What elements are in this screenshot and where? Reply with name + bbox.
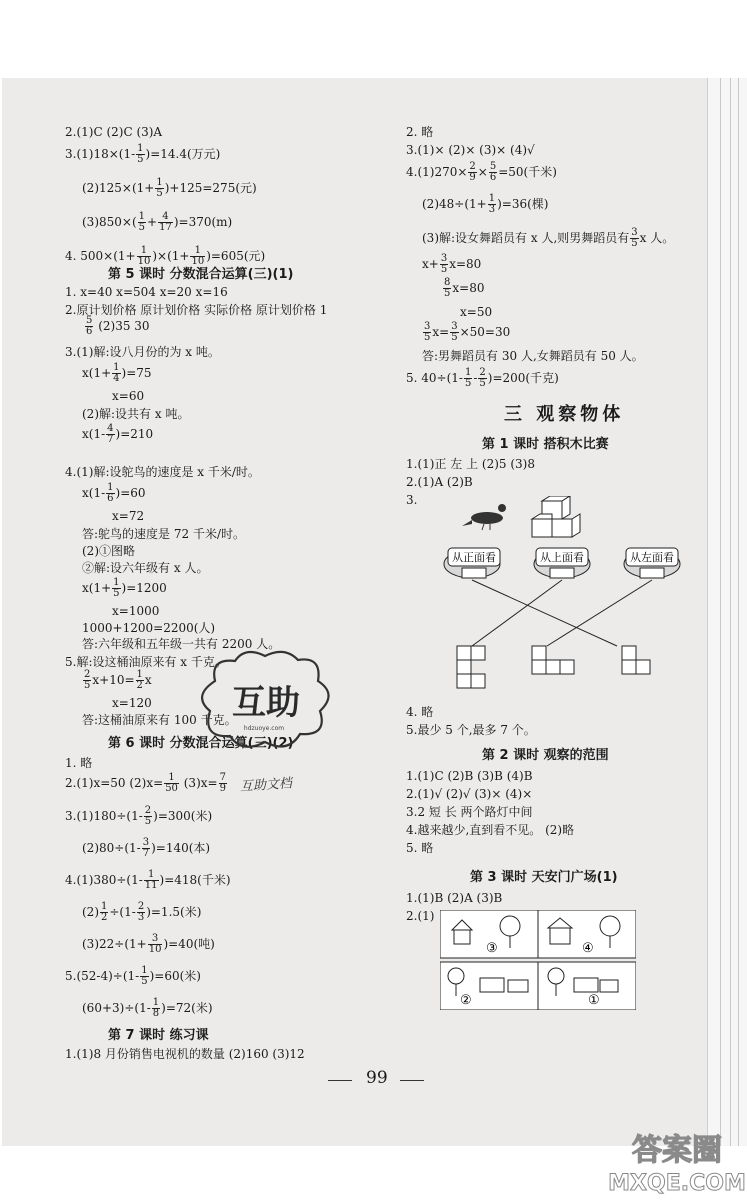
page-number: 99 <box>366 1068 388 1088</box>
building-icon <box>480 978 528 992</box>
answer-line: 答:男舞蹈员有 30 人,女舞蹈员有 50 人。 <box>422 349 644 363</box>
answer-line: (2)①图略 <box>82 544 135 558</box>
edge-line <box>720 78 721 1146</box>
answer-line: 4.(1)270× $\frac{2}{9}$ × $\frac{5}{6}$ =50(千米) <box>406 161 557 183</box>
text: (2) <box>82 905 99 919</box>
answer-line: x=60 <box>112 389 145 403</box>
text: (3)850× <box>82 215 132 229</box>
answer-line: (2)80÷(1- $\frac{3}{7}$ )=140(本) <box>82 837 211 859</box>
answer-line: x(1+ $\frac{1}{5}$ )=1200 <box>82 577 167 599</box>
text: =210 <box>120 427 154 441</box>
answer-line: 5. 40÷(1- $\frac{1}{5}$ - $\frac{2}{5}$ )=200(千克) <box>406 367 559 389</box>
fraction: $\frac{7}{9}$ <box>219 772 226 794</box>
fraction: $\frac{3}{5}$ <box>631 227 638 249</box>
answer-line: x(1- $\frac{1}{6}$ )=60 <box>82 482 146 504</box>
view-shape-c <box>622 646 650 674</box>
text: x <box>82 581 89 595</box>
text: ×50=30 <box>459 325 511 339</box>
match-line <box>472 580 617 646</box>
stamp-url: hdzuoye.com <box>243 725 285 732</box>
fraction: $\frac{3}{7}$ <box>142 837 150 859</box>
text: x= <box>432 325 450 339</box>
answer-line: 1.(1)正 左 上 (2)5 (3)8 <box>406 457 535 471</box>
lesson-heading: 第 5 课时 分数混合运算(三)(1) <box>108 267 294 282</box>
text: 5. 40÷ <box>406 371 447 385</box>
view-shape-a <box>457 646 485 688</box>
edge-line <box>730 78 731 1146</box>
fraction: $\frac{3}{10}$ <box>148 933 162 955</box>
scanned-page <box>2 78 707 1146</box>
text: x <box>82 366 89 380</box>
answer-line: 5. 略 <box>406 841 434 855</box>
view-sign-left <box>624 548 680 578</box>
fraction: $\frac{1}{10}$ <box>191 245 205 267</box>
answer-line: 4.越来越少,直到看不见。 (2)略 <box>406 823 575 837</box>
fraction: $\frac{1}{5}$ <box>464 367 472 389</box>
answer-line: 2.(1)√ (2)√ (3)× (4)× <box>406 787 533 801</box>
fraction: $\frac{1}{2}$ <box>136 669 143 691</box>
text: x+ <box>422 257 439 271</box>
answer-line <box>422 228 674 249</box>
answer-line: 1.(1)C (2)B (3)B (4)B <box>406 769 533 783</box>
text: x+10= <box>92 673 135 687</box>
fraction: $\frac{3}{5}$ <box>424 321 431 343</box>
answer-line: 答:这桶油原来有 100 千克。 <box>82 713 237 727</box>
answer-line: 4.(1)解:设鸵鸟的速度是 x 千米/时。 <box>65 465 260 479</box>
answer-line: x=120 <box>112 696 152 710</box>
text: 4.(1)270× <box>406 165 468 179</box>
text: (2)48÷ <box>422 197 465 211</box>
view-label: 从左面看 <box>630 551 674 564</box>
text: =1200 <box>126 581 167 595</box>
text: =418(千米) <box>164 873 231 887</box>
view-matching-diagram <box>432 496 712 696</box>
text: =36(棵) <box>501 197 549 211</box>
answer-line: x=50 <box>460 305 493 319</box>
match-line <box>472 580 562 646</box>
fraction: $\frac{2}{5}$ <box>84 669 91 691</box>
fraction: $\frac{1}{5}$ <box>156 177 163 199</box>
answer-line: 3.(1)18×(1- $\frac{1}{5}$ )=14.4(万元) <box>65 143 221 165</box>
stamp-text: 互助 <box>232 683 300 723</box>
stamp-logo <box>190 646 340 756</box>
answer-line: 2.(1)A (2)B <box>406 475 473 489</box>
edge-line <box>738 78 739 1146</box>
text: x 人。 <box>639 231 675 245</box>
fraction: $\frac{1}{11}$ <box>144 869 158 891</box>
answer-line: x(1+ $\frac{1}{4}$ )=75 <box>82 362 152 384</box>
text: =60(米) <box>154 969 201 983</box>
circled-number: ④ <box>582 941 594 956</box>
answer-line: 1. 略 <box>65 756 93 770</box>
fraction: $\frac{2}{5}$ <box>144 805 152 827</box>
lesson-heading: 第 6 课时 分数混合运算(三)(2) <box>108 736 294 751</box>
fraction: $\frac{1}{5}$ <box>113 577 120 599</box>
fraction: $\frac{1}{5}$ <box>137 143 144 165</box>
fraction: $\frac{5}{6}$ <box>489 161 497 183</box>
view-label: 从上面看 <box>540 551 584 564</box>
pigeon-icon <box>462 504 506 530</box>
fraction: $\frac{1}{4}$ <box>113 362 120 384</box>
text: =1.5(米) <box>150 905 202 919</box>
answer-line: (2)48÷(1+ $\frac{1}{3}$ )=36(棵) <box>422 193 549 215</box>
answer-line: 4.(1)380÷(1- $\frac{1}{11}$ )=418(千米) <box>65 869 231 891</box>
view-sign-top <box>534 548 590 578</box>
text: =300(米) <box>157 809 213 823</box>
text: x=80 <box>449 257 482 271</box>
answer-line: (2) $\frac{1}{2}$ ÷(1- $\frac{2}{3}$ )=1.5(米) <box>82 901 202 923</box>
view-shape-b <box>532 646 574 674</box>
circled-number: ③ <box>486 941 498 956</box>
fraction: $\frac{4}{7}$ <box>107 423 114 445</box>
fraction: $\frac{1}{5}$ <box>141 965 148 987</box>
text: =200(千克) <box>492 371 559 385</box>
fraction: $\frac{2}{9}$ <box>469 161 476 183</box>
text: =75 <box>126 366 152 380</box>
lesson-heading: 第 2 课时 观察的范围 <box>482 748 609 763</box>
answer-line <box>65 773 228 794</box>
answer-line: 3.2 短 长 两个路灯中间 <box>406 805 533 819</box>
watermark-url: MXQE.COM <box>608 1171 746 1196</box>
text: x=80 <box>452 281 485 295</box>
text: x <box>144 673 152 687</box>
text: 4. 500× <box>65 249 114 263</box>
fraction: $\frac{2}{3}$ <box>137 901 145 923</box>
text: =605(元) <box>210 249 266 263</box>
answer-line <box>442 278 484 299</box>
watermark-logo <box>607 1120 747 1200</box>
fraction: $\frac{1}{2}$ <box>101 901 108 923</box>
answer-line: 3.(1)解:设八月份的为 x 吨。 <box>65 345 220 359</box>
answer-line: ②解:设六年级有 x 人。 <box>82 561 209 575</box>
fraction: $\frac{8}{5}$ <box>444 277 451 299</box>
answer-line: 3. <box>406 493 418 507</box>
text: (3)22÷ <box>82 937 125 951</box>
answer-line: (3)22÷(1+ $\frac{3}{10}$ )=40(吨) <box>82 933 215 955</box>
fraction: $\frac{2}{5}$ <box>479 367 486 389</box>
building-icon <box>574 978 618 992</box>
answer-line: 答:鸵鸟的速度是 72 千米/时。 <box>82 527 245 541</box>
answer-line: (2)解:设共有 x 吨。 <box>82 407 190 421</box>
answer-line: 1000+1200=2200(人) <box>82 621 216 635</box>
fraction: $\frac{1}{3}$ <box>488 193 496 215</box>
text: (2)35 30 <box>98 319 150 333</box>
answer-line: 4. 略 <box>406 705 434 719</box>
answer-line <box>422 254 481 275</box>
fraction: $\frac{5}{6}$ <box>86 315 93 337</box>
answer-line: 1.(1)B (2)A (3)B <box>406 891 503 905</box>
page-number-dash <box>400 1080 424 1081</box>
fraction: $\frac{1}{6}$ <box>107 482 114 504</box>
answer-line: x(1- $\frac{4}{7}$ )=210 <box>82 423 154 445</box>
fraction: $\frac{3}{5}$ <box>440 253 448 275</box>
fraction: $\frac{1}{10}$ <box>137 245 151 267</box>
answer-line: 2.(1)C (2)C (3)A <box>65 125 163 139</box>
answer-line: 5.(52-4)÷(1- $\frac{1}{5}$ )=60(米) <box>65 965 201 987</box>
text: x <box>82 427 89 441</box>
answer-line: 答:六年级和五年级一共有 2200 人。 <box>82 637 281 651</box>
text: (2)80÷ <box>82 841 125 855</box>
answer-line: x=72 <box>112 509 145 523</box>
answer-line: 3.(1)× (2)× (3)× (4)√ <box>406 143 535 157</box>
text: (2)125× <box>82 181 132 195</box>
text: 4.(1)380÷ <box>65 873 127 887</box>
chapter-title: 三 观察物体 <box>504 404 625 425</box>
answer-line: x=1000 <box>112 604 160 618</box>
text: (3)解:设女舞蹈员有 x 人,则男舞蹈员有 <box>422 231 630 245</box>
text: =50(千米) <box>498 165 557 179</box>
fraction: $\frac{1}{50}$ <box>165 772 178 794</box>
text: =370(m) <box>178 215 233 229</box>
lesson-heading: 第 3 课时 天安门广场(1) <box>470 870 618 885</box>
answer-line: 2.(1) <box>406 909 435 923</box>
answer-line: 5.解:设这桶油原来有 x 千克。 <box>65 655 227 669</box>
fraction: $\frac{3}{5}$ <box>451 321 458 343</box>
text: 5.(52-4)÷ <box>65 969 123 983</box>
fraction: $\frac{1}{8}$ <box>152 997 160 1019</box>
match-line <box>547 580 652 646</box>
text: +125=275(元) <box>169 181 257 195</box>
text: =14.4(万元) <box>150 147 221 161</box>
answer-line <box>422 322 510 343</box>
answer-line: (3)850×( $\frac{1}{5}$ + $\frac{4}{17}$ )=370(m) <box>82 211 233 233</box>
fraction: $\frac{4}{17}$ <box>159 211 172 233</box>
text: (3)x= <box>183 776 218 790</box>
answer-line: 1. x=40 x=504 x=20 x=16 <box>65 285 228 299</box>
text: 2.(1)x=50 (2)x= <box>65 776 164 790</box>
text: 3.(1)18× <box>65 147 119 161</box>
book-binding-edge <box>707 78 747 1146</box>
answer-line <box>84 316 150 337</box>
view-label: 从正面看 <box>452 551 496 564</box>
answer-line: 2. 略 <box>406 125 434 139</box>
fraction: $\frac{1}{5}$ <box>138 211 146 233</box>
watermark-text: 答案圈 <box>632 1133 722 1168</box>
lesson-heading: 第 1 课时 搭积木比赛 <box>482 437 609 452</box>
answer-line: (2)125×(1+ $\frac{1}{5}$ )+125=275(元) <box>82 177 257 199</box>
answer-line: 5.最少 5 个,最多 7 个。 <box>406 723 536 737</box>
cube-stack-icon <box>532 496 580 537</box>
text: =72(米) <box>165 1001 213 1015</box>
lesson-heading: 第 7 课时 练习课 <box>108 1028 209 1043</box>
text: x <box>82 486 89 500</box>
text: =40(吨) <box>168 937 215 951</box>
text: 3.(1)180÷ <box>65 809 127 823</box>
answer-line: 4. 500×(1+ $\frac{1}{10}$ )×(1+ $\frac{1}{10}$ )=605(元) <box>65 245 266 267</box>
text: =60 <box>120 486 146 500</box>
answer-line: (60+3)÷(1- $\frac{1}{8}$ )=72(米) <box>82 997 213 1019</box>
answer-line <box>82 670 152 691</box>
answer-line: 2.原计划价格 原计划价格 实际价格 原计划价格 1 <box>65 303 328 317</box>
page-number-dash <box>328 1080 352 1081</box>
text: (60+3)÷ <box>82 1001 135 1015</box>
circled-number: ② <box>460 993 472 1008</box>
circled-number: ① <box>588 993 600 1008</box>
text: =140(本) <box>155 841 211 855</box>
scene-view-grid <box>440 910 636 1010</box>
answer-line: 3.(1)180÷(1- $\frac{2}{5}$ )=300(米) <box>65 805 213 827</box>
answer-line: 1.(1)8 月份销售电视机的数量 (2)160 (3)12 <box>65 1047 305 1061</box>
stamp-caption: 互助文档 <box>239 776 293 795</box>
view-sign-front <box>444 548 500 578</box>
